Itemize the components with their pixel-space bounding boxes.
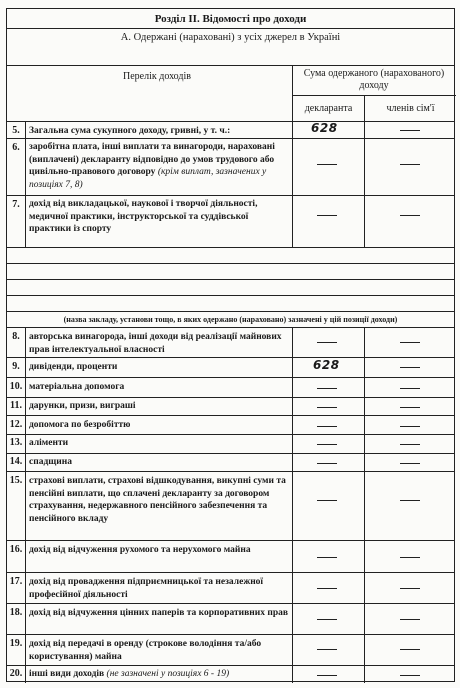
family-dash (400, 557, 420, 558)
row-number: 19. (9, 638, 23, 649)
income-declaration-form (6, 8, 455, 682)
row-number: 5. (12, 125, 20, 136)
declarant-value: 628 (311, 121, 338, 135)
row-text: авторська винагорода, інші доходи від реалізації майнових прав інтелектуальної власності (29, 332, 282, 355)
row-number: 11. (10, 400, 22, 411)
row-text: інші види доходів (не зазначені у позиціях 6 - 19) (29, 669, 230, 679)
declarant-dash (317, 388, 337, 389)
row-text: дохід від провадження підприємницької та незалежної професійної діяльності (29, 577, 264, 600)
row-text: страхові виплати, страхові відшкодування, викупні суми та пенсійні виплати, що сплачені декларанту за договором страхування, недержавного пенсійного забезпечення та пенсійного вкладу (29, 476, 286, 524)
row-text: спадщина (29, 457, 72, 467)
row-text: заробітна плата, інші виплати та винагороди, нараховані (виплачені) декларанту відповідно до умов трудового або цивільно-правового договору (крім виплат, зазначених у позиціях 7, 8) (29, 142, 275, 190)
row-text: аліменти (29, 438, 69, 448)
row-number: 8. (12, 331, 20, 342)
row-text: Загальна сума сукупного доходу, гривні, у т. ч.: (29, 126, 231, 136)
declarant-dash (317, 463, 337, 464)
declarant-dash (317, 557, 337, 558)
family-dash (400, 367, 420, 368)
declarant-dash (317, 407, 337, 408)
family-dash (400, 649, 420, 650)
family-dash (400, 426, 420, 427)
row-number: 15. (9, 475, 23, 486)
amount-header: Сума одержаного (нарахованого) доходу (303, 68, 445, 91)
family-header: членів сім'ї (386, 103, 435, 114)
institution-caption: (назва закладу, установи тощо, в яких одержано (нараховано) зазначені у цій позиції доходи) (63, 315, 398, 324)
row-number: 6. (12, 142, 20, 153)
declarant-dash (317, 444, 337, 445)
row-text: дивіденди, проценти (29, 362, 118, 372)
row-text: матеріальна допомога (29, 382, 125, 392)
declarant-dash (317, 215, 337, 216)
family-dash (400, 342, 420, 343)
family-dash (400, 619, 420, 620)
row-number: 13. (9, 437, 23, 448)
declarant-dash (317, 164, 337, 165)
family-dash (400, 588, 420, 589)
family-dash (400, 388, 420, 389)
row-number: 17. (9, 576, 23, 587)
subsection-title: А. Одержані (нараховані) з усіх джерел в Україні (120, 32, 341, 43)
family-dash (400, 164, 420, 165)
declarant-dash (317, 342, 337, 343)
row-text: дохід від передачі в оренду (строкове володіння та/або користування) майна (29, 639, 262, 662)
declarant-value: 628 (313, 358, 340, 372)
declarant-header: декларанта (304, 103, 353, 114)
family-dash (400, 407, 420, 408)
declarant-dash (317, 649, 337, 650)
section-title: Розділ II. Відомості про доходи (7, 9, 454, 29)
row-number: 18. (9, 607, 23, 618)
row-note: (не зазначені у позиціях 6 - 19) (106, 669, 230, 679)
row-number: 12. (9, 419, 23, 430)
family-dash (400, 444, 420, 445)
row-number: 9. (12, 361, 20, 372)
family-dash (400, 463, 420, 464)
row-number: 7. (12, 199, 20, 210)
family-dash (400, 130, 420, 131)
declarant-dash (317, 675, 337, 676)
income-list-header: Перелік доходів (123, 71, 191, 82)
row-text: дарунки, призи, виграші (29, 401, 136, 411)
row-number: 20. (9, 668, 23, 679)
row-number: 14. (9, 456, 23, 467)
row-number: 10. (9, 381, 23, 392)
declarant-dash (317, 500, 337, 501)
row-text: допомога по безробіттю (29, 420, 131, 430)
family-dash (400, 675, 420, 676)
row-number: 16. (9, 544, 23, 555)
declarant-dash (317, 426, 337, 427)
row-note: (крім виплат, зазначених у позиціях 7, 8) (29, 167, 267, 190)
row-text: дохід від відчуження рухомого та нерухомого майна (29, 545, 251, 555)
declarant-dash (317, 619, 337, 620)
family-dash (400, 500, 420, 501)
row-text: дохід від викладацької, наукової і творчої діяльності, медичної практики, інструкторської та суддівської практики із спорту (29, 199, 258, 234)
declarant-dash (317, 588, 337, 589)
family-dash (400, 215, 420, 216)
row-text: дохід від відчуження цінних паперів та корпоративних прав (29, 608, 288, 618)
